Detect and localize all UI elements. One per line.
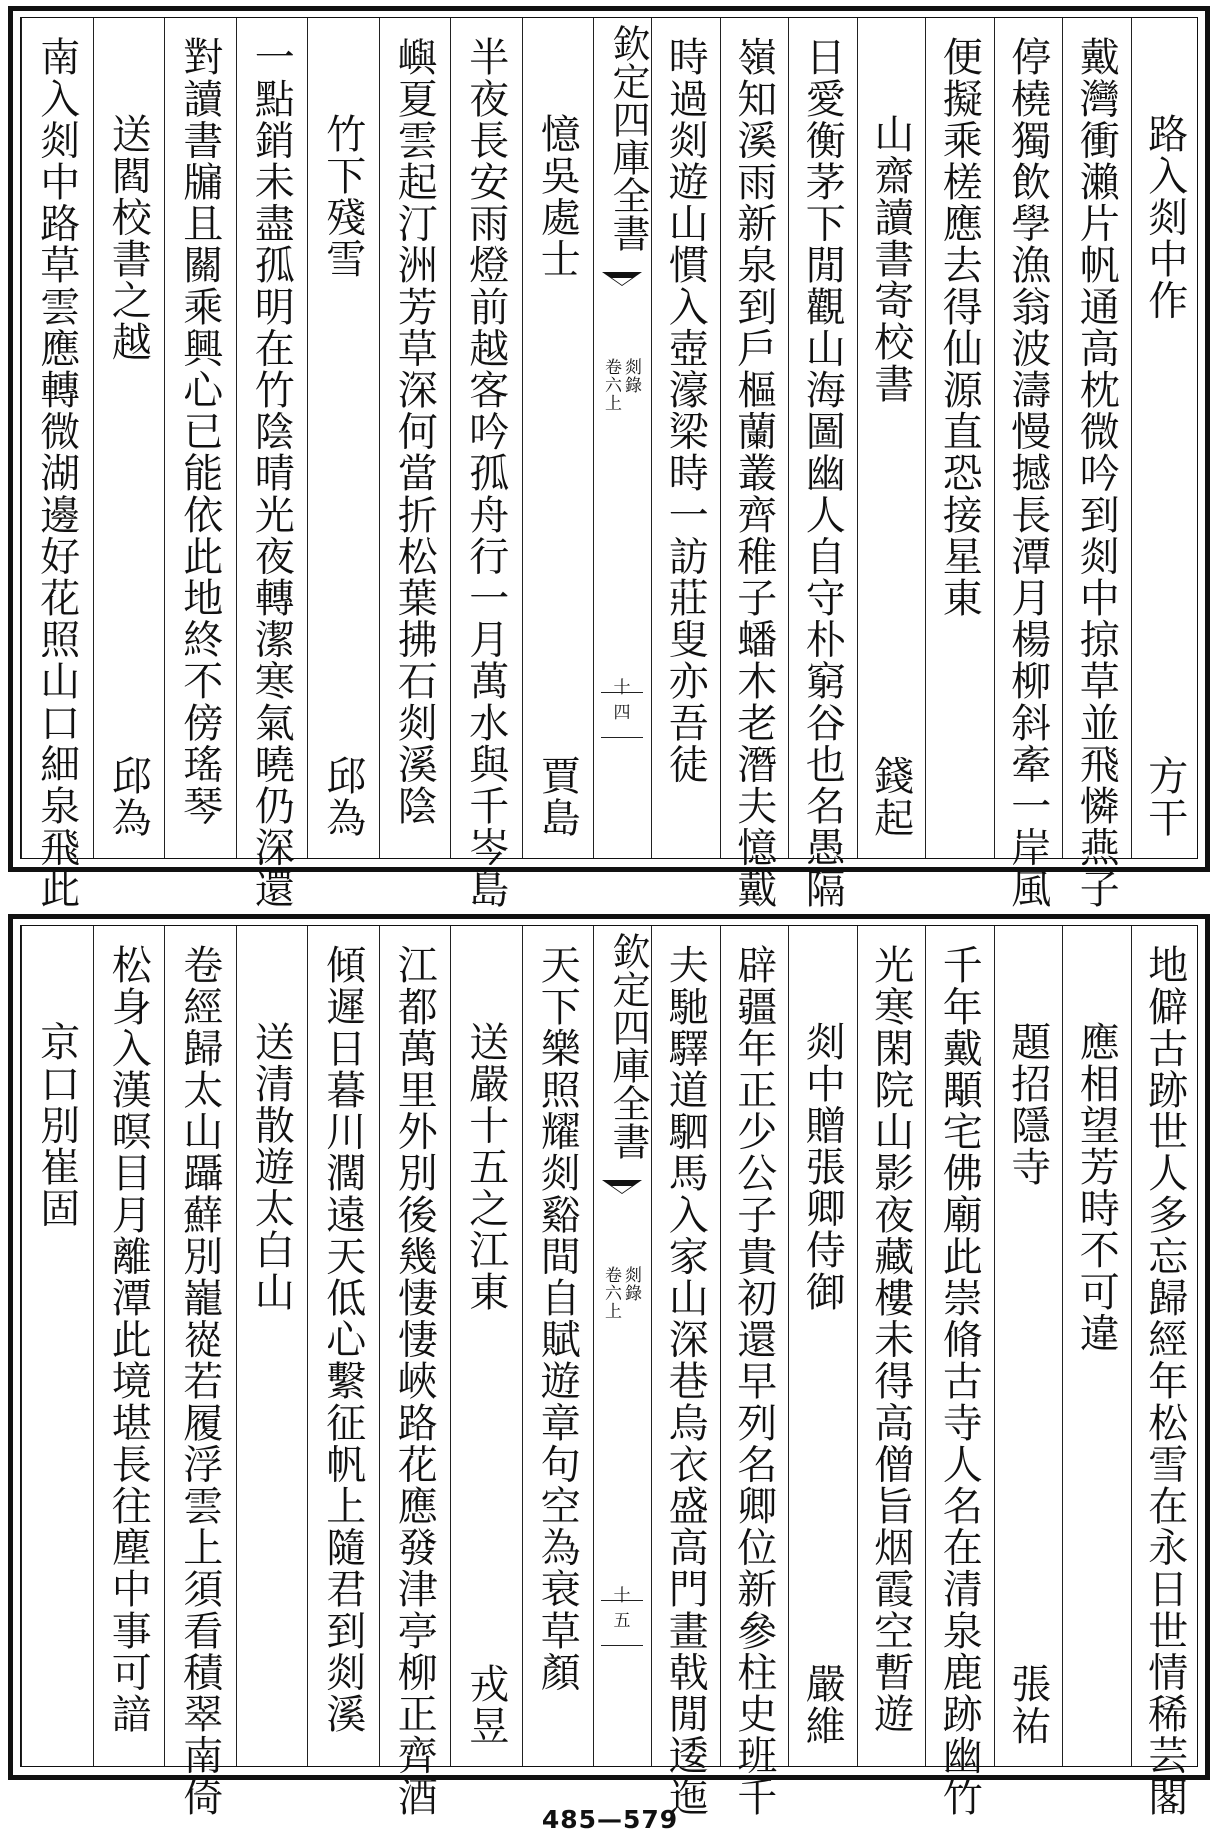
text-column: 地僻古跡世人多忘歸經年松雪在永日世情稀芸閣 — [1141, 944, 1188, 1818]
fold-header: 欽定四庫全書 — [606, 932, 650, 1160]
column-rule — [307, 18, 308, 858]
poem-title: 山齋讀書寄校書 — [867, 113, 914, 405]
text-column: 南入剡中路草雲應轉微湖邊好花照山口細泉飛此 — [33, 36, 80, 910]
text-column: 夫馳驛道駟馬入家山深巷烏衣盛高門畫戟閒逶迤 — [662, 944, 709, 1818]
column-rule — [307, 926, 308, 1766]
text-column: 千年戴顒宅佛廟此崇脩古寺人名在清泉鹿跡幽竹 — [936, 944, 983, 1818]
column-rule — [1062, 926, 1063, 1766]
fold-header: 欽定四庫全書 — [606, 24, 650, 252]
column-rule — [236, 926, 237, 1766]
leaf-number: 十四 — [613, 678, 631, 723]
column-rule — [450, 926, 451, 1766]
column-rule — [857, 18, 858, 858]
column-rule — [93, 926, 94, 1766]
text-column: 卷經歸太山躡蘚別巃嵸若履浮雲上須看積翠南倚 — [176, 944, 223, 1818]
text-column: 光寒閑院山影夜藏樓未得高僧旨烟霞空暫遊 — [867, 944, 914, 1735]
poem-author: 方干 — [1141, 754, 1188, 838]
poem-author: 邱為 — [319, 754, 366, 838]
column-rule — [164, 926, 165, 1766]
text-column: 時過剡遊山慣入壺濠梁時一訪莊叟亦吾徒 — [662, 36, 709, 785]
column-rule — [720, 18, 721, 858]
column-rule — [1131, 18, 1132, 858]
folio-1 — [0, 0, 1220, 910]
column-rule — [651, 18, 652, 858]
column-rule — [450, 18, 451, 858]
column-rule — [788, 926, 789, 1766]
poem-author: 錢起 — [867, 754, 914, 838]
text-column: 嶺知溪雨新泉到戶樞蘭叢齊稚子蟠木老潛夫憶戴 — [730, 36, 777, 910]
fold-book: 剡錄 — [621, 358, 641, 394]
column-rule — [651, 926, 652, 1766]
text-column: 松身入漢暝目月離潭此境堪長往塵中事可諳 — [105, 944, 152, 1735]
center-fold — [593, 926, 651, 1766]
text-column: 日愛衡茅下閒觀山海圖幽人自守朴窮谷也名愚隔 — [799, 36, 846, 910]
column-rule — [925, 926, 926, 1766]
poem-title: 題招隱寺 — [1004, 1021, 1051, 1188]
text-column: 一點銷未盡孤明在竹陰晴光夜轉潔寒氣曉仍深還 — [248, 36, 295, 910]
column-rule — [379, 926, 380, 1766]
poem-title: 送清散遊太白山 — [248, 1021, 295, 1313]
poem-title: 竹下殘雪 — [319, 113, 366, 280]
leaf-number: 十五 — [613, 1586, 631, 1631]
text-column: 辟疆年正少公子貴初還早列名卿位新參柱史班千 — [730, 944, 777, 1818]
column-rule — [522, 926, 523, 1766]
column-rule — [21, 18, 22, 858]
column-rule — [21, 926, 22, 1766]
poem-title: 京口別崔固 — [33, 1021, 80, 1229]
poem-author: 賈島 — [534, 754, 581, 838]
text-column: 江都萬里外別後幾悽悽峽路花應發津亭柳正齊酒 — [391, 944, 438, 1818]
fold-juan: 卷六上 — [601, 1266, 621, 1320]
text-column: 傾遲日暮川濶遠天低心繫征帆上隨君到剡溪 — [319, 944, 366, 1735]
text-column: 天下樂照耀剡谿間自賦遊章句空為衰草顏 — [534, 944, 581, 1693]
fold-book: 剡錄 — [621, 1266, 641, 1302]
poem-title: 送嚴十五之江東 — [462, 1021, 509, 1313]
column-rule — [1131, 926, 1132, 1766]
poem-author: 邱為 — [105, 754, 152, 838]
column-rule — [93, 18, 94, 858]
column-rule — [1062, 18, 1063, 858]
poem-title: 路入剡中作 — [1141, 113, 1188, 321]
poem-author: 嚴維 — [799, 1662, 846, 1746]
text-column: 對讀書牖且關乘興心已能依此地終不傍瑤琴 — [176, 36, 223, 827]
poem-title: 憶吳處士 — [534, 113, 581, 280]
text-column: 戴灣衝瀨片帆通高枕微吟到剡中掠草並飛憐燕子 — [1073, 36, 1120, 910]
column-rule — [720, 926, 721, 1766]
poem-author: 戎昱 — [462, 1662, 509, 1746]
column-rule — [379, 18, 380, 858]
text-block — [20, 925, 1198, 1818]
text-column: 嶼夏雲起汀洲芳草深何當折松葉拂石剡溪陰 — [391, 36, 438, 827]
text-block — [20, 17, 1198, 910]
poem-title: 剡中贈張卿侍御 — [799, 1021, 846, 1313]
page-number: 485—579 — [541, 1805, 679, 1834]
text-column: 便擬乘槎應去得仙源直恐接星東 — [936, 36, 983, 619]
poem-author: 張祐 — [1004, 1662, 1051, 1746]
text-column: 半夜長安雨燈前越客吟孤舟行一月萬水與千岑島 — [462, 36, 509, 910]
folio-2 — [0, 908, 1220, 1818]
text-column: 應相望芳時不可違 — [1073, 1021, 1120, 1354]
center-fold — [593, 18, 651, 858]
column-rule — [925, 18, 926, 858]
poem-title: 送閻校書之越 — [105, 113, 152, 363]
column-rule — [236, 18, 237, 858]
column-rule — [994, 926, 995, 1766]
column-rule — [857, 926, 858, 1766]
column-rule — [788, 18, 789, 858]
column-rule — [522, 18, 523, 858]
column-rule — [994, 18, 995, 858]
column-rule — [164, 18, 165, 858]
text-column: 停橈獨飲學漁翁波濤慢撼長潭月楊柳斜牽一岸風 — [1004, 36, 1051, 910]
fold-juan: 卷六上 — [601, 358, 621, 412]
